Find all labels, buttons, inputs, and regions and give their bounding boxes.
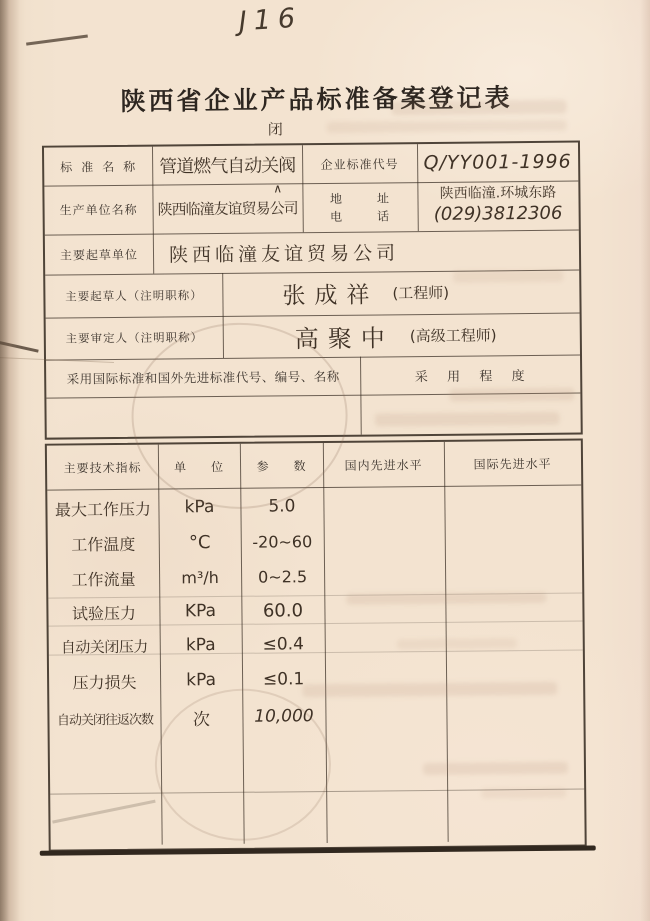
drafter-name: 张成祥 [282, 282, 379, 310]
bleed-smudge [423, 762, 568, 775]
spec-header-param: 参 数 [256, 458, 307, 474]
bleed-smudge [397, 638, 517, 649]
enterprise-code-label: 企业标准代号 [320, 156, 399, 172]
drafting-unit-value: 陕西临潼友谊贸易公司 [168, 241, 400, 266]
page-edge-shadow-left [0, 0, 20, 921]
spec-indicator: 工作流量 [71, 569, 136, 589]
producer-name-value: 陕西临潼友谊贸易公司 [157, 199, 298, 219]
spec-param: 60.0 [262, 599, 304, 622]
bleed-smudge [346, 592, 546, 605]
adopted-standard-label: 采用国际标准和国外先进标准代号、编号、名称 [66, 369, 340, 387]
spec-indicator: 试验压力 [71, 603, 137, 623]
spec-unit: 次 [192, 709, 211, 730]
address-value: 陕西临潼.环城东路 [439, 184, 557, 202]
spec-header-unit: 单 位 [173, 459, 225, 474]
spec-unit: °C [188, 531, 211, 553]
standard-name-value [152, 120, 302, 196]
corner-number: J16 [237, 2, 303, 38]
spec-param: -20~60 [252, 531, 313, 552]
examiner-title: (高级工程师) [409, 325, 497, 345]
bleed-smudge [302, 682, 557, 697]
bleed-smudge [481, 788, 566, 799]
drafting-unit-label: 主要起草单位 [59, 247, 139, 263]
spec-indicator: 工作温度 [71, 534, 136, 554]
spec-unit: KPa [184, 601, 217, 622]
spec-indicator: 最大工作压力 [54, 499, 152, 520]
spec-header-domestic: 国内先进水平 [344, 457, 423, 473]
spec-indicator: 自动关闭压力 [60, 637, 148, 657]
address-label: 地 址 [329, 190, 391, 206]
spec-header-indicator: 主要技术指标 [63, 460, 142, 476]
spec-unit: kPa [184, 497, 215, 518]
spec-unit: kPa [186, 670, 217, 691]
producer-name-label: 生产单位名称 [59, 202, 138, 218]
spec-indicator: 自动关闭往返次数 [56, 712, 154, 729]
examiner-name: 高聚中 [294, 323, 394, 353]
spec-indicator: 压力损失 [72, 672, 137, 692]
spec-param: 5.0 [268, 496, 296, 517]
inserted-character: 闭 [267, 120, 282, 139]
drafter-label: 主要起草人（注明职称） [65, 289, 203, 303]
form-title: 陕西省企业产品标准备案登记表 [120, 84, 513, 116]
bleed-smudge [327, 120, 567, 133]
bleed-smudge [375, 412, 560, 427]
drafter-value [222, 269, 639, 316]
address-phone-value [417, 177, 579, 235]
bleed-smudge [449, 388, 574, 402]
standard-name-label: 标 准 名 称 [60, 159, 137, 175]
drafter-title: (工程师) [392, 283, 450, 303]
spec-param: ≤0.4 [262, 634, 304, 655]
examiner-label: 主要审定人（注明职称） [65, 332, 204, 346]
spec-header-international: 国际先进水平 [473, 456, 552, 472]
enterprise-code-value: Q/YY001-1996 [423, 150, 572, 175]
bleed-smudge [392, 100, 567, 116]
spec-param: 0~2.5 [258, 566, 308, 587]
insert-caret-mark: ∧ [273, 181, 282, 196]
phone-value: (029)3812306 [433, 202, 563, 225]
spec-param: ≤0.1 [262, 669, 305, 690]
page-edge-shadow-right [640, 0, 650, 921]
pen-dash-mark [26, 34, 88, 45]
spec-unit: m³/h [181, 567, 219, 587]
address-phone-label [302, 182, 417, 232]
spec-param: 10,000 [254, 706, 314, 727]
phone-label: 电 话 [330, 208, 391, 224]
adoption-degree-label: 采 用 程 度 [414, 367, 526, 384]
bleed-smudge [453, 270, 563, 283]
spec-unit: kPa [185, 635, 216, 656]
standard-name-text: 管道燃气自动关阀 [159, 155, 296, 178]
